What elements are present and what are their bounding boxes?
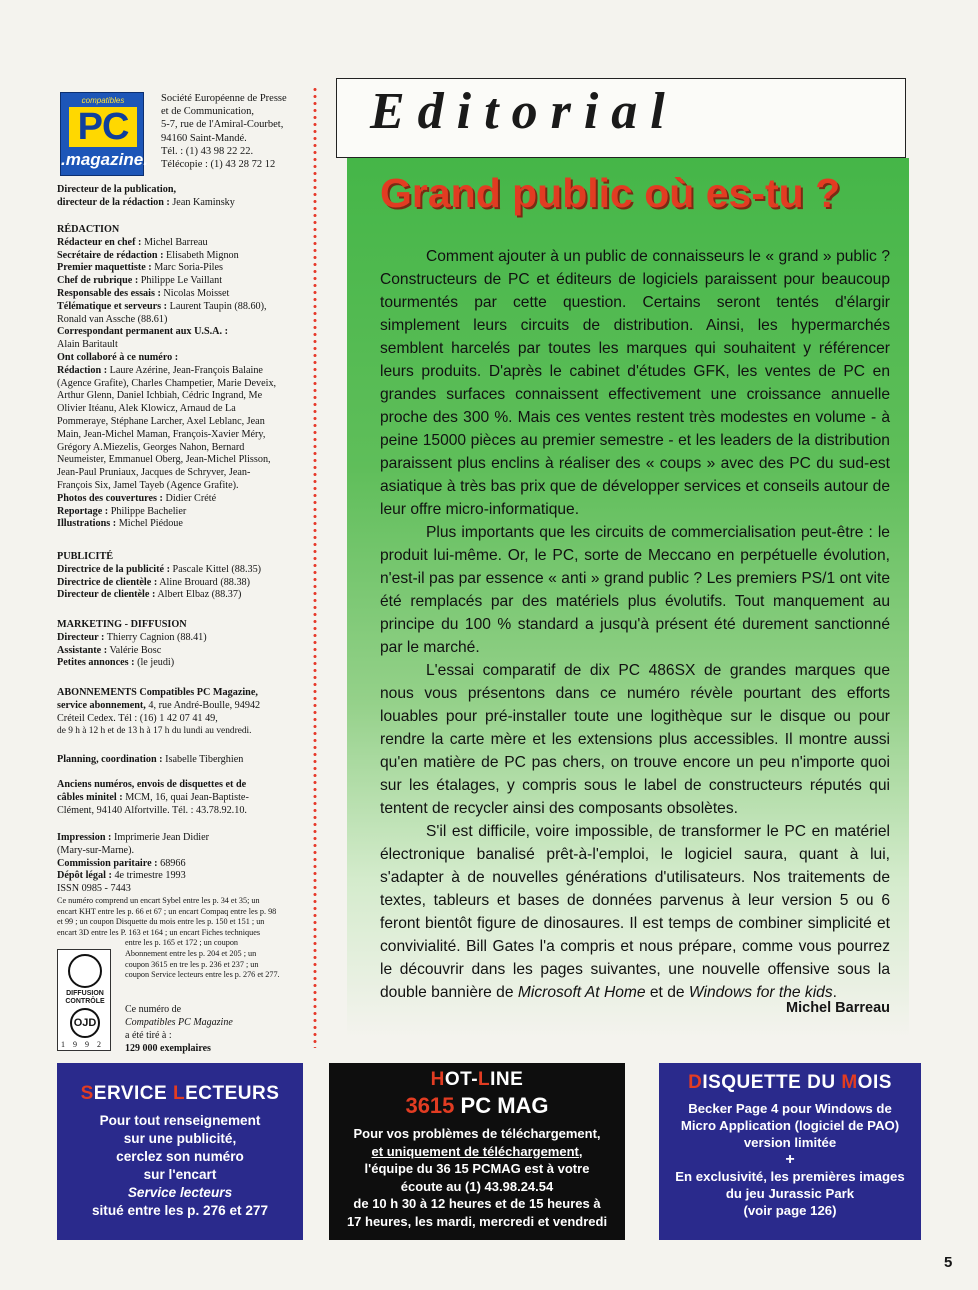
- disquette-text: [659, 1100, 921, 1219]
- credit-label: Dépôt légal :: [57, 870, 112, 882]
- credit-value: Olivier Itéanu, Alek Klowicz, Arnaud de La: [57, 403, 236, 415]
- publisher-line: et de Communication,: [161, 106, 255, 118]
- credit-value: Michel Barreau: [141, 236, 208, 248]
- editorial-headline: Grand public où es-tu ?: [380, 170, 841, 216]
- service-line: sur une publicité,: [123, 1131, 237, 1146]
- seal-year: 1992: [61, 1040, 109, 1049]
- title-initial: M: [841, 1072, 858, 1093]
- editorial-title: Editorial: [370, 83, 678, 140]
- credit-value: 68966: [157, 857, 186, 869]
- seal-diffusion: DIFFUSION: [66, 990, 104, 997]
- direction-label: Directeur de la publication,: [57, 184, 177, 195]
- hotline-line: Pour vos problèmes de téléchargement,: [353, 1126, 601, 1141]
- service-title: [57, 1083, 303, 1105]
- credit-value: Laurent Taupin (88.60),: [167, 300, 267, 312]
- editorial-italic: Windows for the kids: [688, 984, 833, 1001]
- credit-label: Directrice de la publicité :: [57, 563, 170, 575]
- credit-label: Ont collaboré à ce numéro :: [57, 351, 179, 363]
- disquette-line: (voir page 126): [743, 1203, 837, 1218]
- title-initial: L: [478, 1069, 491, 1090]
- credit-value: Pascale Kittel (88.35): [169, 563, 262, 575]
- encart-line: entre les p. 165 et 172 ; un coupon: [125, 938, 239, 948]
- disquette-line: Becker Page 4 pour Windows de: [688, 1101, 892, 1116]
- credit-value: Pommeraye, Stéphane Larcher, Axel Leblanc, Jean: [57, 415, 265, 427]
- encart-line: Abonnement entre les p. 204 et 205 ; un: [125, 948, 257, 958]
- logo-magazine: .magazine.: [61, 150, 148, 169]
- abonnements-block: [57, 680, 289, 738]
- credit-label: Rédacteur en chef :: [57, 236, 142, 248]
- credit-value: Neumeister, Emmanuel Oberg, Jean-Michel Plisson,: [57, 454, 271, 466]
- credit-label: Illustrations :: [57, 518, 117, 530]
- title-part: ERVICE: [93, 1083, 173, 1104]
- credit-value: Ronald van Assche (88.61): [57, 313, 168, 325]
- number-white: PC MAG: [454, 1093, 549, 1118]
- credit-label: Secrétaire de rédaction :: [57, 249, 164, 261]
- credit-value: (le jeudi): [134, 657, 175, 669]
- credit-value: ISSN 0985 - 7443: [57, 883, 131, 895]
- credit-value: (Agence Grafite), Charles Champetier, Marie Deveix,: [57, 377, 277, 389]
- logo-pc: PC: [69, 107, 137, 147]
- disquette-box: [659, 1063, 921, 1240]
- credit-label: Impression :: [57, 832, 112, 843]
- credit-label: Commission paritaire :: [57, 857, 158, 869]
- hotline-line: 17 heures, les mardi, mercredi et vendredi: [346, 1213, 608, 1229]
- credit-value: Valérie Bosc: [107, 644, 162, 656]
- hotline-number: [329, 1093, 625, 1119]
- credit-value: Thierry Cagnion (88.41): [104, 631, 207, 643]
- magazine-logo: [60, 92, 148, 176]
- publisher-line: 5-7, rue de l'Amiral-Courbet,: [161, 119, 284, 131]
- credit-value: Alain Baritault: [57, 339, 118, 351]
- hotline-text: [329, 1125, 625, 1230]
- credit-value: Laure Azérine, Jean-François Balaine: [107, 364, 263, 376]
- title-initial: L: [172, 1083, 186, 1104]
- editorial-paragraph: L'essai comparatif de dix PC 486SX de grandes marques que nous vous présentons dans ce numéro révèle pourtant des efforts louables pour pré-installer toute une logithèque sur le disque ou pour rendre la carte mère et les extensions plus accessibles. Il montre aussi qu'en matière de PC pas chers, on trouve encore un peu n'importe quoi sur les étalages, y compris sous le label de constructeurs réputés qui tentent de recycler ainsi des composants obsolètes.: [380, 662, 890, 817]
- credit-label: Directeur :: [57, 631, 105, 643]
- tirage-line: a été tiré à :: [125, 1030, 172, 1041]
- editorial-text: S'il est difficile, voire impossible, de transformer le PC en matériel électronique banalisé prêt-à-l'emploi, le logiciel saura, quant à lui, s'adapter à de nouvelles générations d'utilisateurs. Nos traitements de textes, tableurs et bases de données parvenus à leur version 5 ou 6 feront bientôt figure de dinosaures. Il est temps de combiner simplicité et convivialité. Bill Gates l'a compris et nous prépare, comme vous pourrez le découvrir dans les pages suivantes, une nouvelle offensive sous la double bannière de: [380, 823, 890, 1001]
- service-line: situé entre les p. 276 et 277: [91, 1203, 269, 1218]
- hotline-line: l'équipe du 36 15 PCMAG est à votre: [364, 1161, 590, 1176]
- service-line: cerclez son numéro: [116, 1149, 244, 1164]
- editorial-text: et de: [645, 984, 689, 1001]
- publicite-heading: PUBLICITÉ: [57, 551, 114, 562]
- credit-value: Grégory A.Miezelis, Georges Nahon, Bernard: [57, 441, 245, 453]
- service-text: [57, 1112, 303, 1220]
- ojd-seal: [57, 949, 111, 1051]
- credit-value: Philippe Bachelier: [108, 505, 187, 517]
- encart-line: et 99 ; un coupon Disquette du mois entre les p. 150 et 151 ; un: [57, 917, 265, 927]
- title-part: ECTEURS: [185, 1083, 280, 1104]
- tirage-line: 129 000 exemplaires: [125, 1043, 211, 1054]
- service-line: Service lecteurs: [127, 1185, 233, 1200]
- publisher-line: Télécopie : (1) 43 28 72 12: [161, 159, 276, 171]
- editorial-paragraph: Plus importants que les circuits de commercialisation peut-être : le produit lui-même. Or, le PC, sorte de Meccano en perpétuelle évolution, n'est-il pas par essence « anti » grand public ? Les premiers PS/1 ont vite été remplacés par des matériels plus évolutifs. Tout manquement au principe du 100 % standard a jusqu'à présent été durement sanctionné par le marché.: [380, 524, 890, 656]
- marketing-block: [57, 612, 289, 670]
- credit-value: Jean-Paul Pruniaux, Jacques de Schryver, Jean-: [57, 467, 251, 479]
- marketing-heading: MARKETING - DIFFUSION: [57, 619, 187, 630]
- credit-label: Petites annonces :: [57, 657, 135, 669]
- credit-value: Elisabeth Mignon: [163, 249, 239, 261]
- credit-value: François Six, Jamel Tayeb (Agence Grafite).: [57, 479, 239, 491]
- seal-text: [60, 990, 110, 1006]
- credit-value: 4, rue André-Boulle, 94942: [145, 699, 261, 711]
- disquette-line: du jeu Jurassic Park: [725, 1186, 855, 1201]
- tirage-line: Compatibles PC Magazine: [125, 1017, 233, 1028]
- encart-line: encart 3D entre les P. 163 et 164 ; un encart Fiches techniques: [57, 927, 261, 937]
- credit-label: Correspondant permanent aux U.S.A. :: [57, 326, 229, 338]
- publisher-address: [161, 92, 296, 171]
- tirage-line: Ce numéro de: [125, 1004, 182, 1015]
- editorial-paragraph: Comment ajouter à un public de connaisseurs le « grand » public ? Constructeurs de PC et éditeurs de logiciels paraissent pour beaucoup tourmentés par cette question. Certains seront tentés d'élargir simplement leurs circuits de distribution. Ainsi, les hypermarchés semblent harcelés par toutes les marques qui souhaitent y référencer leurs produits. D'après le cabinet d'études GFK, les ventes de PC en grandes surfaces connaissent effectivement une croissance annuelle proche des 300 %. Mais ces ventes restent très modestes en volume - à peine 15000 pièces au premier semestre - et les leaders de la distribution paraissent plus enclins à réaliser des « coups » avec des PC du sud-est asiatique à très bas prix que de développer services et conseils autour de leur offre micro-informatique.: [380, 248, 890, 518]
- publisher-line: Tél. : (1) 43 98 22 22.: [161, 145, 254, 157]
- encart-line: coupon Service lecteurs entre les p. 276 et 277.: [125, 970, 280, 980]
- disquette-line: version limitée: [743, 1135, 837, 1150]
- publisher-line: Société Européenne de Presse: [161, 93, 287, 104]
- disquette-line: En exclusivité, les premières images: [675, 1169, 905, 1184]
- title-part: OIS: [857, 1072, 892, 1093]
- credit-value: Albert Elbaz (88.37): [155, 589, 242, 601]
- credit-value: Michel Piédoue: [116, 518, 183, 530]
- credit-label: Chef de rubrique :: [57, 275, 139, 287]
- title-part: ISQUETTE DU: [702, 1072, 842, 1093]
- credit-label: Télématique et serveurs :: [57, 300, 168, 312]
- disquette-line: Micro Application (logiciel de PAO): [680, 1118, 900, 1133]
- ojd-mark: OJD: [70, 1008, 100, 1038]
- credit-label: Photos des couvertures :: [57, 492, 163, 504]
- credit-value: Philippe Le Vaillant: [138, 275, 223, 287]
- planning-block: [57, 748, 289, 767]
- title-initial: S: [80, 1083, 94, 1104]
- credit-label: câbles minitel :: [57, 791, 123, 803]
- credit-label: Directrice de clientèle :: [57, 576, 158, 588]
- editorial-paragraph: [380, 820, 890, 1004]
- editorial-text: .: [832, 984, 837, 1001]
- credit-label: Reportage :: [57, 505, 109, 517]
- credit-value: MCM, 16, quai Jean-Baptiste-: [122, 791, 249, 803]
- plus-sign: +: [785, 1151, 795, 1168]
- credit-value: de 9 h à 12 h et de 13 h à 17 h du lundi au vendredi.: [57, 726, 252, 737]
- credit-value: Aline Brouard (88.38): [157, 576, 251, 588]
- seal-controle: CONTRÔLE: [65, 998, 105, 1005]
- credit-value: Créteil Cedex. Tél : (16) 1 42 07 41 49,: [57, 712, 218, 724]
- title-part: INE: [490, 1069, 524, 1090]
- credit-label: Responsable des essais :: [57, 287, 161, 299]
- anciens-block: [57, 773, 289, 817]
- hotline-box: [329, 1063, 625, 1240]
- logo-compatibles: compatibles: [81, 96, 125, 105]
- editorial-body: [380, 245, 890, 1004]
- credit-label: Premier maquettiste :: [57, 262, 152, 274]
- print-run: [125, 1003, 285, 1055]
- direction-value: Jean Kaminsky: [169, 196, 235, 208]
- title-part: OT-: [444, 1069, 479, 1090]
- credit-value: 4e trimestre 1993: [111, 870, 186, 882]
- credit-label: Rédaction :: [57, 364, 108, 376]
- encart-line: coupon 3615 en tre les p. 236 et 237 ; un: [125, 959, 259, 969]
- publisher-line: 94160 Saint-Mandé.: [161, 132, 247, 144]
- hotline-line: et uniquement de téléchargement,: [371, 1143, 583, 1159]
- redaction-block: [57, 216, 289, 531]
- credit-label: Assistante :: [57, 644, 108, 656]
- credit-label: Directeur de clientèle :: [57, 589, 156, 601]
- credit-value: Imprimerie Jean Didier: [111, 832, 210, 843]
- credit-value: Isabelle Tiberghien: [162, 754, 244, 765]
- encart-line: encart KHT entre les p. 66 et 67 ; un encart Compaq entre les p. 98: [57, 906, 277, 916]
- editorial-signature: Michel Barreau: [786, 1000, 890, 1016]
- credit-value: Didier Crété: [162, 492, 217, 504]
- hotline-line: de 10 h 30 à 12 heures et de 15 heures à: [353, 1196, 601, 1211]
- disquette-title: [659, 1072, 921, 1094]
- dotted-divider: [313, 86, 317, 1048]
- diffusion-emblem-icon: [68, 954, 102, 988]
- service-line: Pour tout renseignement: [99, 1113, 261, 1128]
- hotline-line: écoute au (1) 43.98.24.54: [400, 1178, 554, 1194]
- number-red: 3615: [405, 1093, 455, 1118]
- redaction-heading: RÉDACTION: [57, 224, 120, 235]
- encart-line: Ce numéro comprend un encart Sybel entre les p. 34 et 35; un: [57, 895, 260, 905]
- hotline-title: [329, 1069, 625, 1091]
- credit-label: Planning, coordination :: [57, 754, 163, 765]
- credit-label: ABONNEMENTS Compatibles PC Magazine,: [57, 687, 258, 698]
- credit-value: Nicolas Moisset: [160, 287, 230, 299]
- credit-value: (Mary-sur-Marne).: [57, 844, 135, 856]
- publicite-block: [57, 544, 289, 602]
- credit-label: Anciens numéros, envois de disquettes et de: [57, 779, 247, 790]
- service-line: sur l'encart: [143, 1167, 217, 1182]
- credit-value: Arthur Glenn, Daniel Ichbiah, Cédric Ingrand, Me: [57, 390, 263, 402]
- editorial-italic: Microsoft At Home: [517, 984, 646, 1001]
- title-initial: H: [430, 1069, 445, 1090]
- direction-label: directeur de la rédaction :: [57, 196, 170, 208]
- direction-block: [57, 184, 289, 210]
- service-lecteurs-box: [57, 1063, 303, 1240]
- page-number: 5: [944, 1254, 953, 1271]
- credit-value: Marc Soria-Piles: [151, 262, 223, 274]
- title-initial: D: [688, 1072, 703, 1093]
- credit-label: service abonnement,: [57, 699, 146, 711]
- credit-value: Main, Jean-Michel Maman, François-Xavier Méry,: [57, 428, 266, 440]
- credit-value: Clément, 94140 Alfortville. Tél. : 43.78.92.10.: [57, 804, 247, 816]
